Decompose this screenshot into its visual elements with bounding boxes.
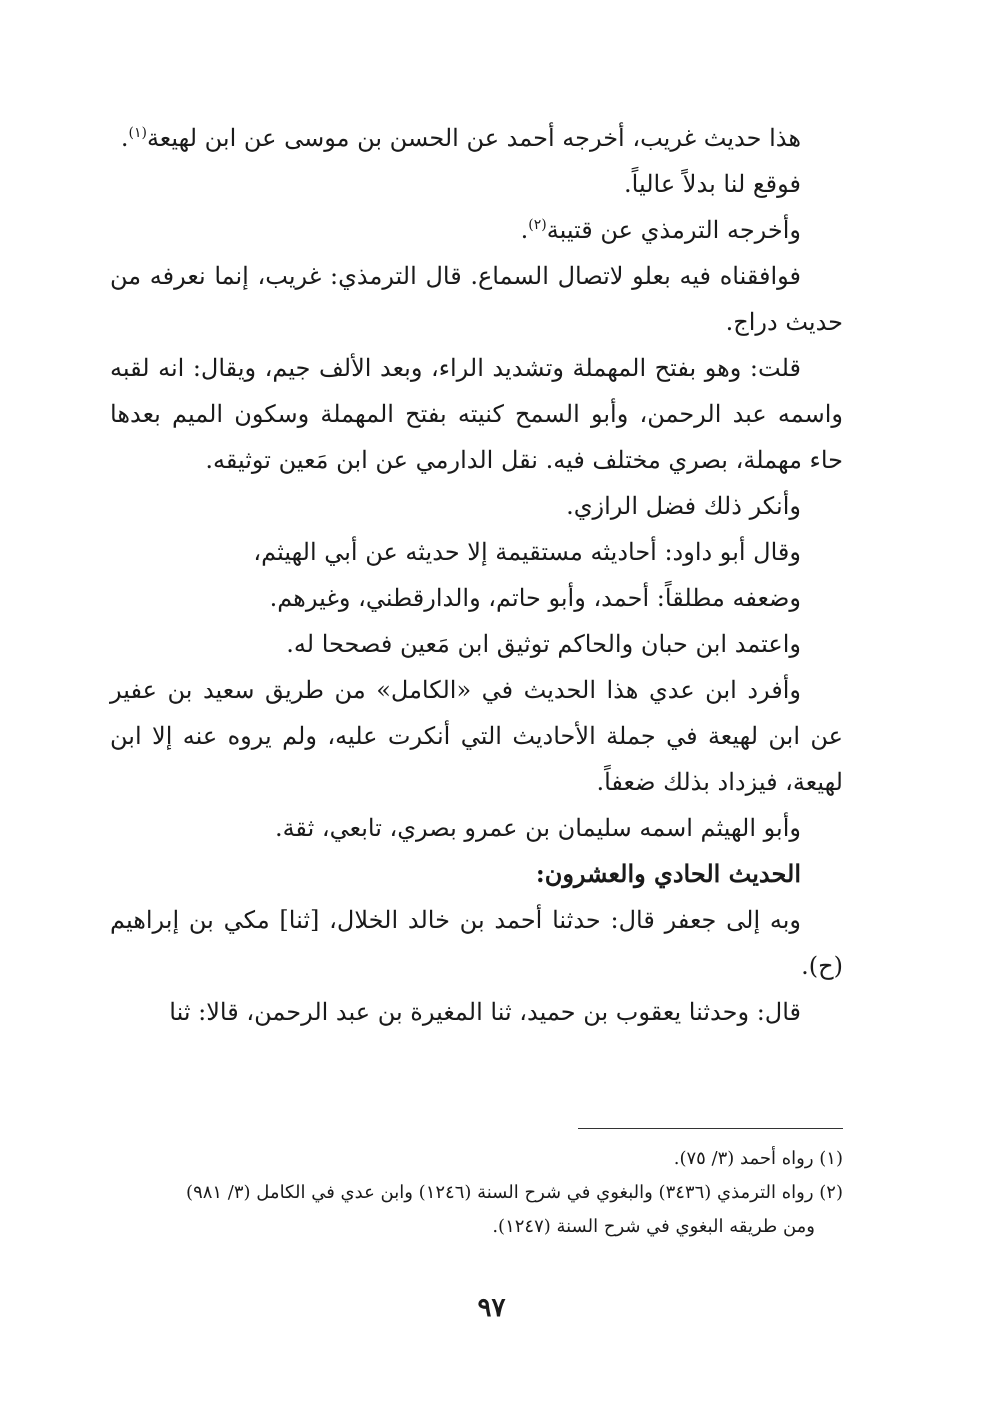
footnote-2-continuation: ومن طريقه البغوي في شرح السنة (١٢٤٧). xyxy=(492,1216,815,1237)
paragraph-6: وأنكر ذلك فضل الرازي. xyxy=(566,492,801,520)
paragraph-3 xyxy=(110,207,843,253)
paragraph-3-text: وأخرجه الترمذي عن قتيبة xyxy=(546,216,801,244)
footnote-divider xyxy=(578,1128,843,1129)
paragraph-1-text: هذا حديث غريب، أخرجه أحمد عن الحسن بن موسى عن ابن لهيعة xyxy=(146,124,801,152)
footnote-2: (٢) رواه الترمذي (٣٤٣٦) والبغوي في شرح السنة (١٢٤٦) وابن عدي في الكامل (٣/ ٩٨١) xyxy=(186,1182,843,1203)
footnotes xyxy=(110,1142,843,1244)
paragraph-12: وبه إلى جعفر قال: حدثنا أحمد بن خالد الخلال، [ثنا] مكي بن إبراهيم (ح). xyxy=(110,906,843,980)
paragraph-1 xyxy=(110,115,843,161)
page-number: ٩٧ xyxy=(477,1293,506,1323)
section-heading: الحديث الحادي والعشرون: xyxy=(535,859,801,888)
paragraph-10: وأفرد ابن عدي هذا الحديث في «الكامل» من طريق سعيد بن عفير عن ابن لهيعة في جملة الأحاديث التي أنكرت عليه، ولم يروه عنه إلا ابن لهيعة، فيزداد بذلك ضعفاً. xyxy=(110,676,844,796)
paragraph-1-end: . xyxy=(120,124,129,152)
paragraph-11: وأبو الهيثم اسمه سليمان بن عمرو بصري، تابعي، ثقة. xyxy=(274,814,801,842)
paragraph-7: وقال أبو داود: أحاديثه مستقيمة إلا حديثه عن أبي الهيثم، xyxy=(253,538,801,566)
paragraph-13: قال: وحدثنا يعقوب بن حميد، ثنا المغيرة بن عبد الرحمن، قالا: ثنا xyxy=(169,998,801,1026)
paragraph-4: فوافقناه فيه بعلو لاتصال السماع. قال الترمذي: غريب، إنما نعرفه من حديث دراج. xyxy=(110,262,843,336)
paragraph-3-end: . xyxy=(520,216,529,244)
paragraph-9: واعتمد ابن حبان والحاكم توثيق ابن مَعين فصححا له. xyxy=(286,630,801,658)
paragraph-2: فوقع لنا بدلاً عالياً. xyxy=(624,170,801,198)
footnote-ref-1[interactable]: (١) xyxy=(128,125,147,141)
main-text xyxy=(110,115,843,1035)
footnote-ref-2[interactable]: (٢) xyxy=(528,217,547,233)
paragraph-5: قلت: وهو بفتح المهملة وتشديد الراء، وبعد الألف جيم، ويقال: انه لقبه واسمه عبد الرحمن، وأبو السمح كنيته بفتح المهملة وسكون الميم بعدها حاء مهملة، بصري مختلف فيه. نقل الدارمي عن ابن مَعين توثيقه. xyxy=(110,354,843,474)
paragraph-8: وضعفه مطلقاً: أحمد، وأبو حاتم، والدارقطني، وغيرهم. xyxy=(269,584,801,612)
footnote-1: (١) رواه أحمد (٣/ ٧٥). xyxy=(673,1148,843,1169)
